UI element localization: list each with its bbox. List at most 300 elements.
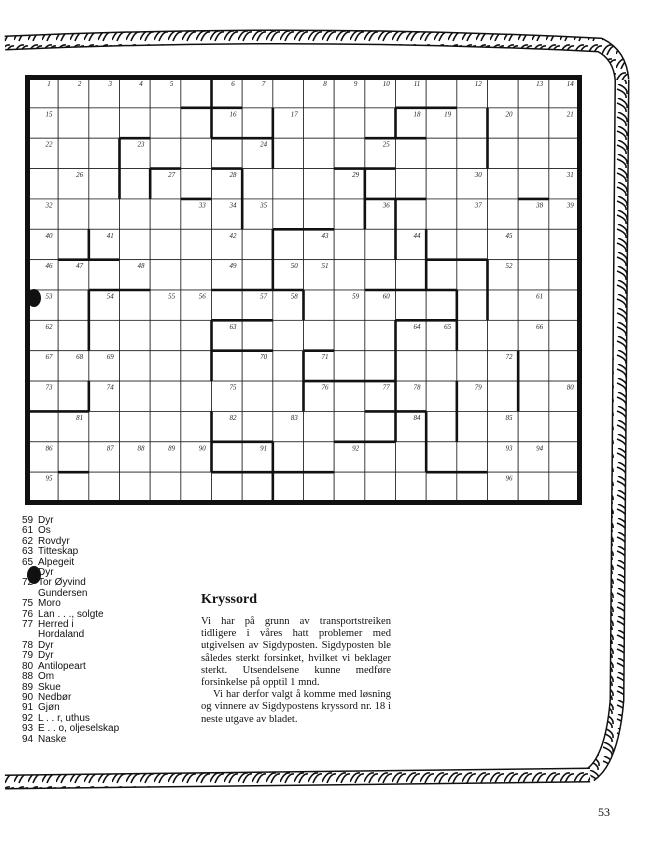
grid-cell[interactable] [273, 472, 304, 502]
grid-cell[interactable] [518, 320, 549, 350]
grid-cell[interactable] [150, 229, 181, 259]
grid-cell[interactable] [28, 351, 59, 381]
grid-cell[interactable] [242, 169, 273, 199]
clue-number: 59 [22, 515, 34, 526]
cell-number: 74 [106, 383, 114, 392]
cell-number: 82 [229, 413, 237, 422]
grid-cell[interactable] [518, 290, 549, 320]
grid-cell[interactable] [273, 138, 304, 168]
grid-cell[interactable] [181, 381, 212, 411]
grid-cell[interactable] [549, 472, 580, 502]
grid-cell[interactable] [365, 229, 396, 259]
grid-cell[interactable] [28, 78, 59, 108]
grid-cell[interactable] [58, 290, 89, 320]
grid-cell[interactable] [242, 78, 273, 108]
grid-cell[interactable] [426, 320, 457, 350]
grid-cell[interactable] [426, 381, 457, 411]
grid-cell[interactable] [488, 260, 519, 290]
grid-cell[interactable] [549, 411, 580, 441]
clue-number: 90 [22, 691, 34, 703]
grid-cell[interactable] [212, 381, 243, 411]
grid-cell[interactable] [89, 472, 120, 502]
cell-number: 53 [45, 292, 53, 301]
grid-cell[interactable] [58, 169, 89, 199]
grid-cell[interactable] [304, 472, 335, 502]
grid-cell[interactable] [89, 381, 120, 411]
grid-cell[interactable] [334, 472, 365, 502]
grid-cell[interactable] [212, 78, 243, 108]
grid-cell[interactable] [120, 442, 151, 472]
grid-cell[interactable] [334, 320, 365, 350]
cell-number: 83 [290, 413, 298, 422]
grid-cell[interactable] [273, 442, 304, 472]
grid-cell[interactable] [120, 199, 151, 229]
cell-number: 84 [413, 413, 421, 422]
grid-cell[interactable] [58, 411, 89, 441]
grid-cell[interactable] [549, 260, 580, 290]
grid-cell[interactable] [426, 290, 457, 320]
grid-cell[interactable] [89, 320, 120, 350]
grid-cell[interactable] [58, 472, 89, 502]
grid-cell[interactable] [334, 290, 365, 320]
grid-cell[interactable] [304, 169, 335, 199]
grid-cell[interactable] [273, 78, 304, 108]
grid-cell[interactable] [273, 290, 304, 320]
grid-cell[interactable] [457, 78, 488, 108]
grid-cell[interactable] [181, 199, 212, 229]
cell-number: 2 [77, 80, 82, 88]
grid-cell[interactable] [457, 229, 488, 259]
grid-cell[interactable] [89, 290, 120, 320]
grid-cell[interactable] [89, 199, 120, 229]
clue-number: 65 [22, 556, 34, 568]
grid-cell[interactable] [304, 108, 335, 138]
grid-cell[interactable] [273, 381, 304, 411]
grid-cell[interactable] [396, 320, 427, 350]
grid-cell[interactable] [334, 351, 365, 381]
grid-cell[interactable] [518, 108, 549, 138]
grid-cell[interactable] [396, 381, 427, 411]
grid-cell[interactable] [426, 229, 457, 259]
grid-cell[interactable] [58, 229, 89, 259]
grid-cell[interactable] [457, 108, 488, 138]
crossword-grid[interactable] [25, 75, 582, 505]
grid-cell[interactable] [426, 108, 457, 138]
cell-number: 39 [566, 201, 574, 210]
grid-cell[interactable] [549, 351, 580, 381]
grid-cell[interactable] [150, 351, 181, 381]
grid-cell[interactable] [488, 199, 519, 229]
grid-cell[interactable] [549, 138, 580, 168]
grid-cell[interactable] [273, 169, 304, 199]
grid-cell[interactable] [488, 472, 519, 502]
grid-cell[interactable] [365, 108, 396, 138]
cell-number: 36 [382, 201, 390, 210]
grid-cell[interactable] [518, 199, 549, 229]
clue-number: 78 [22, 639, 34, 651]
clue-item [22, 724, 122, 734]
grid-cell[interactable] [242, 351, 273, 381]
grid-cell[interactable] [58, 320, 89, 350]
cell-number: 31 [566, 171, 574, 180]
grid-cell[interactable] [28, 260, 59, 290]
grid-cell[interactable] [334, 229, 365, 259]
grid-cell[interactable] [518, 442, 549, 472]
grid-cell[interactable] [150, 260, 181, 290]
grid-cell[interactable] [457, 442, 488, 472]
grid-cell[interactable] [334, 260, 365, 290]
grid-cell[interactable] [28, 169, 59, 199]
grid-cell[interactable] [518, 138, 549, 168]
grid-cell[interactable] [334, 442, 365, 472]
grid-cell[interactable] [242, 320, 273, 350]
grid-cell[interactable] [518, 381, 549, 411]
grid-cell[interactable] [488, 290, 519, 320]
grid-cell[interactable] [120, 381, 151, 411]
cell-number: 75 [229, 383, 237, 392]
clue-item [22, 683, 122, 693]
grid-cell[interactable] [518, 411, 549, 441]
grid-cell[interactable] [365, 320, 396, 350]
grid-cell[interactable] [365, 169, 396, 199]
grid-cell[interactable] [365, 199, 396, 229]
grid-cell[interactable] [273, 351, 304, 381]
grid-cell[interactable] [242, 290, 273, 320]
grid-cell[interactable] [181, 411, 212, 441]
grid-cell[interactable] [28, 320, 59, 350]
grid-cell[interactable] [150, 169, 181, 199]
grid-cell[interactable] [488, 351, 519, 381]
cell-number: 72 [505, 353, 513, 362]
grid-cell[interactable] [518, 78, 549, 108]
grid-cell[interactable] [488, 138, 519, 168]
grid-cell[interactable] [334, 411, 365, 441]
cell-number: 8 [323, 80, 327, 88]
grid-cell[interactable] [58, 108, 89, 138]
grid-cell[interactable] [365, 442, 396, 472]
grid-cell[interactable] [365, 411, 396, 441]
grid-cell[interactable] [181, 108, 212, 138]
grid-cell[interactable] [396, 169, 427, 199]
grid-cell[interactable] [58, 138, 89, 168]
cell-number: 45 [505, 231, 513, 240]
cell-number: 60 [382, 292, 390, 301]
grid-cell[interactable] [426, 78, 457, 108]
grid-cell[interactable] [488, 320, 519, 350]
grid-cell[interactable] [304, 381, 335, 411]
grid-cell[interactable] [150, 472, 181, 502]
grid-cell[interactable] [150, 442, 181, 472]
cell-number: 90 [198, 444, 206, 453]
cell-number: 63 [229, 322, 237, 331]
grid-cell[interactable] [396, 138, 427, 168]
grid-cell[interactable] [150, 320, 181, 350]
grid-cell[interactable] [518, 169, 549, 199]
cell-number: 11 [413, 80, 421, 88]
grid-cell[interactable] [212, 229, 243, 259]
grid-cell[interactable] [396, 290, 427, 320]
clue-text: E . . o, oljeselskap [38, 723, 120, 735]
grid-cell[interactable] [181, 472, 212, 502]
grid-cell[interactable] [426, 442, 457, 472]
grid-cell[interactable] [304, 442, 335, 472]
grid-cell[interactable] [242, 229, 273, 259]
grid-cell[interactable] [28, 108, 59, 138]
grid-cell[interactable] [457, 260, 488, 290]
grid-cell[interactable] [242, 108, 273, 138]
grid-cell[interactable] [89, 351, 120, 381]
cell-number: 62 [45, 322, 53, 331]
grid-cell[interactable] [28, 138, 59, 168]
grid-cell[interactable] [120, 260, 151, 290]
clue-item [22, 693, 122, 703]
grid-cell[interactable] [150, 199, 181, 229]
grid-cell[interactable] [58, 351, 89, 381]
grid-cell[interactable] [273, 260, 304, 290]
grid-cell[interactable] [304, 229, 335, 259]
grid-cell[interactable] [549, 320, 580, 350]
cell-number: 14 [566, 80, 574, 88]
grid-cell[interactable] [396, 260, 427, 290]
cell-number: 12 [474, 80, 482, 88]
grid-cell[interactable] [212, 169, 243, 199]
cell-number: 26 [76, 171, 84, 180]
grid-cell[interactable] [518, 351, 549, 381]
cell-number: 9 [353, 80, 358, 88]
grid-cell[interactable] [28, 229, 59, 259]
grid-cell[interactable] [89, 138, 120, 168]
grid-cell[interactable] [212, 472, 243, 502]
cell-number: 15 [45, 110, 53, 119]
grid-cell[interactable] [212, 351, 243, 381]
grid-cell[interactable] [457, 411, 488, 441]
grid-cell[interactable] [334, 199, 365, 229]
grid-cell[interactable] [426, 260, 457, 290]
grid-cell[interactable] [365, 260, 396, 290]
grid-cell[interactable] [89, 260, 120, 290]
grid-cell[interactable] [396, 472, 427, 502]
grid-cell[interactable] [365, 138, 396, 168]
grid-cell[interactable] [304, 138, 335, 168]
grid-cell[interactable] [457, 199, 488, 229]
grid-cell[interactable] [89, 229, 120, 259]
grid-cell[interactable] [89, 442, 120, 472]
grid-cell[interactable] [426, 199, 457, 229]
clue-number: 72 [22, 577, 34, 589]
grid-cell[interactable] [181, 138, 212, 168]
cell-number: 28 [229, 171, 237, 180]
grid-cell[interactable] [549, 290, 580, 320]
grid-cell[interactable] [396, 442, 427, 472]
grid-cell[interactable] [488, 381, 519, 411]
grid-cell[interactable] [549, 169, 580, 199]
grid-cell[interactable] [212, 442, 243, 472]
grid-cell[interactable] [150, 78, 181, 108]
grid-cell[interactable] [58, 442, 89, 472]
clue-item [22, 641, 122, 651]
grid-cell[interactable] [89, 169, 120, 199]
grid-cell[interactable] [28, 472, 59, 502]
grid-cell[interactable] [304, 260, 335, 290]
grid-cell[interactable] [488, 108, 519, 138]
grid-cell[interactable] [28, 381, 59, 411]
grid-cell[interactable] [273, 108, 304, 138]
grid-cell[interactable] [150, 290, 181, 320]
grid-cell[interactable] [549, 78, 580, 108]
cell-number: 93 [505, 444, 513, 453]
grid-cell[interactable] [304, 290, 335, 320]
grid-cell[interactable] [150, 411, 181, 441]
grid-cell[interactable] [58, 381, 89, 411]
grid-cell[interactable] [28, 442, 59, 472]
clue-number: 94 [22, 733, 34, 745]
grid-cell[interactable] [426, 351, 457, 381]
grid-cell[interactable] [488, 229, 519, 259]
grid-cell[interactable] [426, 411, 457, 441]
grid-cell[interactable] [365, 381, 396, 411]
grid-cell[interactable] [488, 169, 519, 199]
grid-cell[interactable] [488, 411, 519, 441]
grid-cell[interactable] [396, 78, 427, 108]
grid-cell[interactable] [304, 411, 335, 441]
grid-cell[interactable] [181, 442, 212, 472]
grid-cell[interactable] [488, 78, 519, 108]
grid-cell[interactable] [28, 411, 59, 441]
clue-text: Herred i Hordaland [38, 619, 85, 641]
cell-number: 78 [413, 383, 421, 392]
cell-number: 64 [413, 322, 421, 331]
grid-cell[interactable] [488, 442, 519, 472]
grid-cell[interactable] [120, 138, 151, 168]
grid-cell[interactable] [549, 229, 580, 259]
grid-cell[interactable] [150, 381, 181, 411]
grid-cell[interactable] [181, 290, 212, 320]
grid-cell[interactable] [457, 381, 488, 411]
grid-cell[interactable] [181, 320, 212, 350]
grid-cell[interactable] [120, 472, 151, 502]
grid-cell[interactable] [150, 108, 181, 138]
grid-cell[interactable] [58, 78, 89, 108]
clue-item [22, 526, 122, 536]
grid-cell[interactable] [334, 108, 365, 138]
clue-text: Dyr [38, 650, 54, 662]
grid-cell[interactable] [396, 411, 427, 441]
grid-cell[interactable] [242, 199, 273, 229]
grid-cell[interactable] [120, 78, 151, 108]
grid-cell[interactable] [396, 108, 427, 138]
grid-cell[interactable] [242, 381, 273, 411]
cell-number: 44 [413, 231, 421, 240]
grid-cell[interactable] [334, 138, 365, 168]
grid-cell[interactable] [518, 229, 549, 259]
grid-cell[interactable] [212, 108, 243, 138]
grid-cell[interactable] [549, 381, 580, 411]
grid-cell[interactable] [273, 320, 304, 350]
grid-cell[interactable] [120, 290, 151, 320]
grid-cell[interactable] [457, 169, 488, 199]
grid-cell[interactable] [365, 472, 396, 502]
clue-number: 89 [22, 681, 34, 693]
grid-cell[interactable] [273, 229, 304, 259]
grid-cell[interactable] [304, 78, 335, 108]
grid-cell[interactable] [242, 442, 273, 472]
grid-cell[interactable] [89, 108, 120, 138]
grid-cell[interactable] [212, 199, 243, 229]
grid-cell[interactable] [212, 138, 243, 168]
grid-cell[interactable] [518, 260, 549, 290]
cell-number: 46 [45, 262, 53, 271]
grid-cell[interactable] [426, 169, 457, 199]
grid-cell[interactable] [28, 199, 59, 229]
cell-number: 61 [536, 292, 544, 301]
grid-cell[interactable] [120, 169, 151, 199]
grid-cell[interactable] [212, 290, 243, 320]
grid-cell[interactable] [457, 320, 488, 350]
grid-cell[interactable] [212, 320, 243, 350]
grid-cell[interactable] [273, 411, 304, 441]
grid-cell[interactable] [273, 199, 304, 229]
grid-cell[interactable] [120, 229, 151, 259]
grid-cell[interactable] [549, 199, 580, 229]
grid-cell[interactable] [212, 260, 243, 290]
grid-cell[interactable] [304, 199, 335, 229]
grid-cell[interactable] [120, 108, 151, 138]
grid-cell[interactable] [457, 351, 488, 381]
cell-number: 95 [45, 474, 53, 483]
cell-number: 79 [474, 383, 482, 392]
grid-cell[interactable] [457, 290, 488, 320]
grid-cell[interactable] [120, 351, 151, 381]
grid-cell[interactable] [242, 138, 273, 168]
grid-cell[interactable] [181, 229, 212, 259]
grid-cell[interactable] [242, 472, 273, 502]
grid-cell[interactable] [396, 229, 427, 259]
grid-cell[interactable] [181, 169, 212, 199]
grid-cell[interactable] [365, 351, 396, 381]
grid-cell[interactable] [549, 108, 580, 138]
grid-cell[interactable] [426, 472, 457, 502]
grid-cell[interactable] [334, 78, 365, 108]
grid-cell[interactable] [242, 260, 273, 290]
grid-cell[interactable] [120, 320, 151, 350]
grid-cell[interactable] [518, 472, 549, 502]
grid-cell[interactable] [396, 199, 427, 229]
grid-cell[interactable] [304, 320, 335, 350]
grid-cell[interactable] [181, 260, 212, 290]
grid-cell[interactable] [334, 169, 365, 199]
grid-cell[interactable] [365, 78, 396, 108]
grid-cell[interactable] [150, 138, 181, 168]
grid-cell[interactable] [58, 199, 89, 229]
grid-cell[interactable] [181, 351, 212, 381]
grid-cell[interactable] [365, 290, 396, 320]
grid-cell[interactable] [396, 351, 427, 381]
grid-cell[interactable] [58, 260, 89, 290]
grid-cell[interactable] [457, 472, 488, 502]
grid-cell[interactable] [89, 78, 120, 108]
grid-cell[interactable] [89, 411, 120, 441]
grid-cell[interactable] [304, 351, 335, 381]
grid-cell[interactable] [242, 411, 273, 441]
cell-number: 1 [47, 80, 51, 88]
grid-cell[interactable] [120, 411, 151, 441]
grid-cell[interactable] [212, 411, 243, 441]
grid-cell[interactable] [334, 381, 365, 411]
grid-cell[interactable] [426, 138, 457, 168]
grid-cell[interactable] [457, 138, 488, 168]
grid-cell[interactable] [181, 78, 212, 108]
grid-cell[interactable] [549, 442, 580, 472]
